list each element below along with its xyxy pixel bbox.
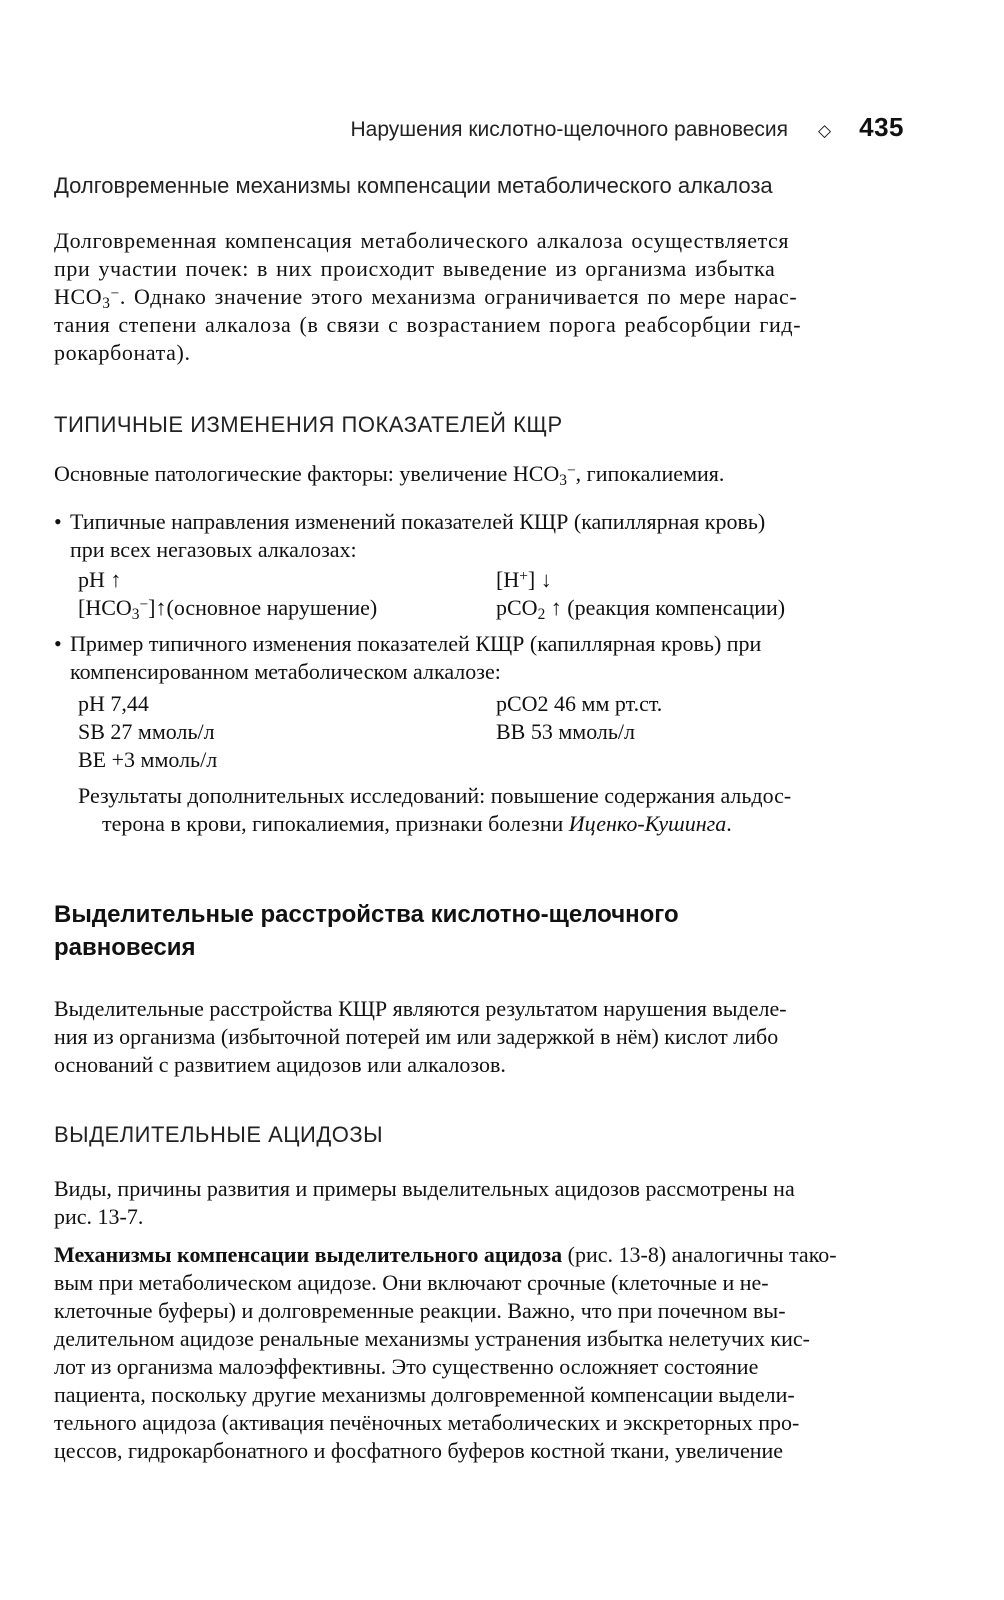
text-line: $HCO_3^-$. Однако значение этого механизма ограничивается по мере нарас- — [54, 284, 798, 312]
text-line: цессов, гидрокарбонатного и фосфатного буферов костной ткани, увеличение — [54, 1438, 784, 1463]
paragraph-acidoses-types — [54, 1175, 904, 1231]
text-line: рокарбоната). — [54, 340, 191, 365]
value-ph: pH 7,44 — [78, 691, 149, 716]
text-line: ния из организма (избыточной потерей им или задержкой в нём) кислот либо — [54, 1024, 779, 1049]
text-line: компенсированном метаболическом алкалозе: — [70, 659, 501, 684]
paragraph-pathological-factors: Основные патологические факторы: увеличение $HCO_3^-$, гипокалиемия. — [54, 461, 725, 489]
text-line: делительном ацидозе ренальные механизмы устранения избытка нелетучих кис- — [54, 1326, 810, 1351]
value-bb: BB 53 ммоль/л — [496, 719, 636, 744]
bullet-compensated-example — [54, 630, 904, 686]
paragraph-additional-results — [78, 782, 904, 838]
indicator-hco3: $[HCO_3^-]↑(основное$ нарушение) — [78, 595, 378, 623]
text-line: при всех негазовых алкалозах: — [70, 537, 357, 562]
text-line: тельного ацидоза (активация печёночных метаболических и экскреторных про- — [54, 1410, 800, 1435]
text-line: терона в крови, гипокалиемия, признаки болезни Иценко-Кушинга. — [102, 811, 732, 836]
section-heading-long-term-compensation: Долговременные механизмы компенсации метаболического алкалоза — [54, 173, 773, 198]
diamond-icon: ◇ — [818, 121, 832, 140]
paragraph-compensation-mechanisms — [54, 1241, 904, 1465]
text-line: клеточные буферы) и долговременные реакции. Важно, что при почечном вы- — [54, 1298, 786, 1323]
text-line: Пример типичного изменения показателей КЩР (капиллярная кровь) при — [70, 631, 762, 656]
paragraph-excretory-disorders — [54, 995, 904, 1079]
text-line: Выделительные расстройства КЩР являются результатом нарушения выделе- — [54, 996, 787, 1021]
text-line: Виды, причины развития и примеры выделительных ацидозов рассмотрены на — [54, 1176, 795, 1201]
indicator-h: [H+] ↓ — [496, 567, 552, 592]
text-line: оснований с развитием ацидозов или алкалозов. — [54, 1052, 506, 1077]
text-line: Результаты дополнительных исследований: повышение содержания альдос- — [78, 783, 792, 808]
bullet-typical-directions — [54, 508, 904, 564]
text-line: вым при метаболическом ацидозе. Они включают срочные (клеточные и не- — [54, 1270, 769, 1295]
value-sb: SB 27 ммоль/л — [78, 719, 215, 744]
value-be: BE +3 ммоль/л — [78, 747, 218, 772]
section-heading-typical-changes: ТИПИЧНЫЕ ИЗМЕНЕНИЯ ПОКАЗАТЕЛЕЙ КЩР — [54, 412, 563, 437]
text-line: пациента, поскольку другие механизмы долговременной компенсации выдели- — [54, 1382, 795, 1407]
text-line: при участии почек: в них происходит выведение из организма избытка — [54, 256, 776, 281]
text-line: Механизмы компенсации выделительного ацидоза (рис. 13-8) аналогичны тако- — [54, 1242, 837, 1267]
running-header — [54, 112, 904, 143]
paragraph-long-term-compensation — [54, 227, 904, 367]
text-line: тания степени алкалоза (в связи с возрастанием порога реабсорбции гид- — [54, 312, 802, 337]
running-title: Нарушения кислотно-щелочного равновесия — [350, 118, 789, 141]
text-line: Долговременная компенсация метаболического алкалоза осуществляется — [54, 228, 790, 253]
bullet-icon: • — [54, 631, 62, 656]
value-pco2: pCO2 46 мм рт.ст. — [496, 691, 663, 716]
book-page — [54, 0, 904, 1600]
text-line: лот из организма малоэффективны. Это существенно осложняет состояние — [54, 1354, 759, 1379]
indicator-pco2: pCO$_2$ ↑ (реакция компенсации) — [496, 595, 786, 623]
text-line: Типичные направления изменений показателей КЩР (капиллярная кровь) — [70, 509, 766, 534]
section-heading-excretory-acidoses: ВЫДЕЛИТЕЛЬНЫЕ АЦИДОЗЫ — [54, 1122, 384, 1147]
section-heading-excretory-disorders: Выделительные расстройства кислотно-щелочного равновесия — [54, 901, 679, 961]
page-number: 435 — [859, 112, 904, 142]
bullet-icon: • — [54, 509, 62, 534]
indicator-ph: pH ↑ — [78, 567, 122, 592]
text-line: рис. 13-7. — [54, 1204, 144, 1229]
